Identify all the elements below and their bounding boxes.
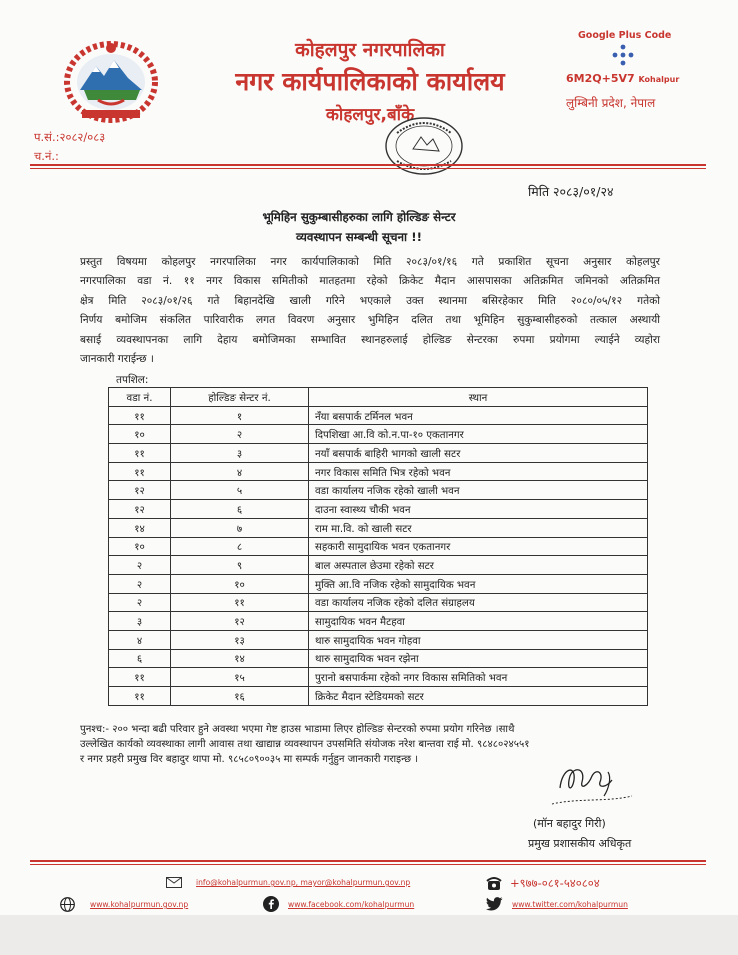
body-line: बसाई व्यवस्थापनका लागि देहाय बमोजिमका सम्भावित स्थानहरुलाई होल्डिङ सेन्टरका रुपमा प्रयोगमा ल्याईने व्यहोरा [80,333,660,346]
ward-cell: ६ [109,649,171,668]
twitter-icon [486,897,503,911]
table-row [109,425,648,444]
center-no-cell: १२ [171,612,309,631]
table-row [109,687,648,706]
ward-cell: ४ [109,630,171,649]
center-no-cell: १५ [171,668,309,687]
header-ward: वडा नं. [109,388,171,407]
header-divider-thin [30,168,706,169]
ward-cell: ११ [109,462,171,481]
table-row [109,481,648,500]
header-location: स्थान [309,388,648,407]
office-name: नगर कार्यपालिकाको कार्यालय [235,67,505,96]
ward-cell: ३ [109,612,171,631]
header-divider [30,164,706,166]
location-cell: राम मा.वि. को खाली सटर [309,518,648,537]
ward-cell: १० [109,425,171,444]
center-no-cell: १ [171,406,309,425]
ward-cell: ११ [109,668,171,687]
footer-divider [30,860,706,862]
table-row [109,444,648,463]
subject-line-2: व्यवस्थापन सम्बन्धी सूचना !! [296,230,422,244]
table-caption: तपशिल: [116,374,149,386]
municipality-name: कोहलपुर नगरपालिका [295,39,445,61]
location-cell: नगर विकास समिति भित्र रहेको भवन [309,462,648,481]
table-row [109,556,648,575]
dispatch-number: च.नं.: [34,149,59,163]
location-cell: थारु सामुदायिक भवन रझेना [309,649,648,668]
facebook-link[interactable]: www.facebook.com/kohalpurmun [288,900,415,909]
header-center-no: होल्डिङ सेन्टर नं. [171,388,309,407]
center-no-cell: ६ [171,500,309,519]
center-no-cell: ४ [171,462,309,481]
signatory-name: (मॉन बहादुर गिरी) [533,817,606,830]
table-row [109,406,648,425]
ward-cell: १२ [109,481,171,500]
nepal-emblem-icon [62,38,160,124]
table-row [109,593,648,612]
center-no-cell: ८ [171,537,309,556]
ward-cell: १२ [109,500,171,519]
footer-divider-thin [30,864,706,865]
center-no-cell: १० [171,574,309,593]
note-line: पुनश्च:- २०० भन्दा बढी परिवार हुने अवस्था भएमा गेष्ट हाउस भाडामा लिएर होल्डिङ सेन्टरको रुपमा प्रयोग गरिनेछ ।साथै [80,724,515,735]
table-row [109,537,648,556]
reference-number: प.सं.:२०८२/०८३ [34,130,106,144]
twitter-link[interactable]: www.twitter.com/kohalpurmun [512,900,628,909]
subject-line-1: भूमिहिन सुकुम्बासीहरुका लागि होल्डिङ सेन्टर [262,210,456,224]
note-line: र नगर प्रहरी प्रमुख विर बहादुर थापा मो. ९८५८०९००३५ मा सम्पर्क गर्नुहुन जानकारी गराइन्छ । [80,754,419,765]
location-cell: वडा कार्यालय नजिक रहेको खाली भवन [309,481,648,500]
body-line: क्षेत्र मिति २०८३/०१/२६ गते बिहानदेखि खाली गरिने भएकाले उक्त स्थानमा बसिरहेकार मिति २०८०/०५/१२ गतेको [80,294,660,307]
notice-body [80,253,660,369]
center-no-cell: ५ [171,481,309,500]
table-row [109,630,648,649]
website-link[interactable]: www.kohalpurmun.gov.np [90,900,189,909]
center-no-cell: १३ [171,630,309,649]
ward-cell: २ [109,574,171,593]
location-cell: थारु सामुदायिक भवन गोहवा [309,630,648,649]
province-label: लुम्बिनी प्रदेश, नेपाल [566,96,656,110]
plus-code-title: Google Plus Code [578,30,672,41]
plus-code-value: 6M2Q+5V7 [566,72,635,85]
center-no-cell: ७ [171,518,309,537]
facebook-icon [263,896,279,912]
table-row [109,462,648,481]
body-line: प्रस्तुत विषयमा कोहलपुर नगरपालिका नगर कार्यपालिकाको मिति २०८३/०१/१६ गते प्रकाशित सूचना अनुसार कोहलपुर [80,256,660,268]
location-cell: नँया बसपार्क टर्मिनल भवन [309,406,648,425]
plus-code [566,72,679,85]
table-row [109,574,648,593]
table-row [109,668,648,687]
phone-icon [486,875,502,891]
location-cell: मुक्ति आ.वि नजिक रहेको सामुदायिक भवन [309,574,648,593]
location-cell: पुरानो बसपार्कमा रहेको नगर विकास समितिको भवन [309,668,648,687]
globe-icon [60,897,75,912]
body-line: नगरपालिका वडा नं. ११ नगर विकास समितीको मातहतमा रहेको क्रिकेट मैदान आसपासका अतिक्रमित जमिनको अतिक्रमित [80,275,660,288]
location-cell: क्रिकेट मैदान स्टेडियमको सटर [309,687,648,706]
ward-cell: ११ [109,687,171,706]
center-no-cell: ११ [171,593,309,612]
center-no-cell: २ [171,425,309,444]
page-bottom-edge [0,915,738,955]
note-line: उल्लेखित कार्यको व्यवस्थाका लागी आवास तथा खाद्यान्न व्यवस्थापन उपसमिति संयोजक नरेश बान्तवा राई मो. ९८४८०२४५५१ [80,739,530,750]
office-location: कोहलपुर,बाँके [325,105,415,125]
ward-cell: १० [109,537,171,556]
phone-number: +९७७-०८१-५४०८०४ [510,876,600,890]
notice-date: मिति २०८३/०१/२४ [528,184,614,199]
table-header-row [109,388,648,407]
location-cell: दाउना स्वास्थ्य चौकी भवन [309,500,648,519]
ward-cell: ११ [109,444,171,463]
body-line: जानकारी गराईन्छ । [80,353,154,366]
location-cell: बाल अस्पताल छेउमा रहेको सटर [309,556,648,575]
ward-cell: ११ [109,406,171,425]
location-cell: वडा कार्यालय नजिक रहेको दलित संग्राहलय [309,593,648,612]
center-no-cell: ३ [171,444,309,463]
plus-code-icon [612,44,634,66]
body-line: निर्णय बमोजिम संकलित पारिवारीक लगत विवरण अनुसार भुमिहिन दलित तथा भूमिहिन सुकुम्बासीहरुको तत्काल अस्थायी [80,314,660,327]
ward-cell: २ [109,593,171,612]
center-no-cell: १४ [171,649,309,668]
location-cell: दिपशिखा आ.वि को.न.पा-१० एकतानगर [309,425,648,444]
plus-code-place: Kohalpur [638,75,680,84]
holding-center-table [108,387,648,706]
location-cell: नयाँ बसपार्क बाहिरी भागको खाली सटर [309,444,648,463]
table-row [109,612,648,631]
handwritten-signature [548,758,634,812]
center-no-cell: १६ [171,687,309,706]
email-link[interactable]: info@kohalpurmun.gov.np, mayor@kohalpurmun.gov.np [196,878,411,887]
table-row [109,518,648,537]
ward-cell: १४ [109,518,171,537]
signatory-title: प्रमुख प्रशासकीय अधिकृत [528,837,632,850]
table-row [109,500,648,519]
email-icon [166,877,182,888]
center-no-cell: ९ [171,556,309,575]
table-row [109,649,648,668]
ward-cell: २ [109,556,171,575]
location-cell: सामुदायिक भवन मैटहवा [309,612,648,631]
location-cell: सहकारी सामुदायिक भवन एकतानगर [309,537,648,556]
